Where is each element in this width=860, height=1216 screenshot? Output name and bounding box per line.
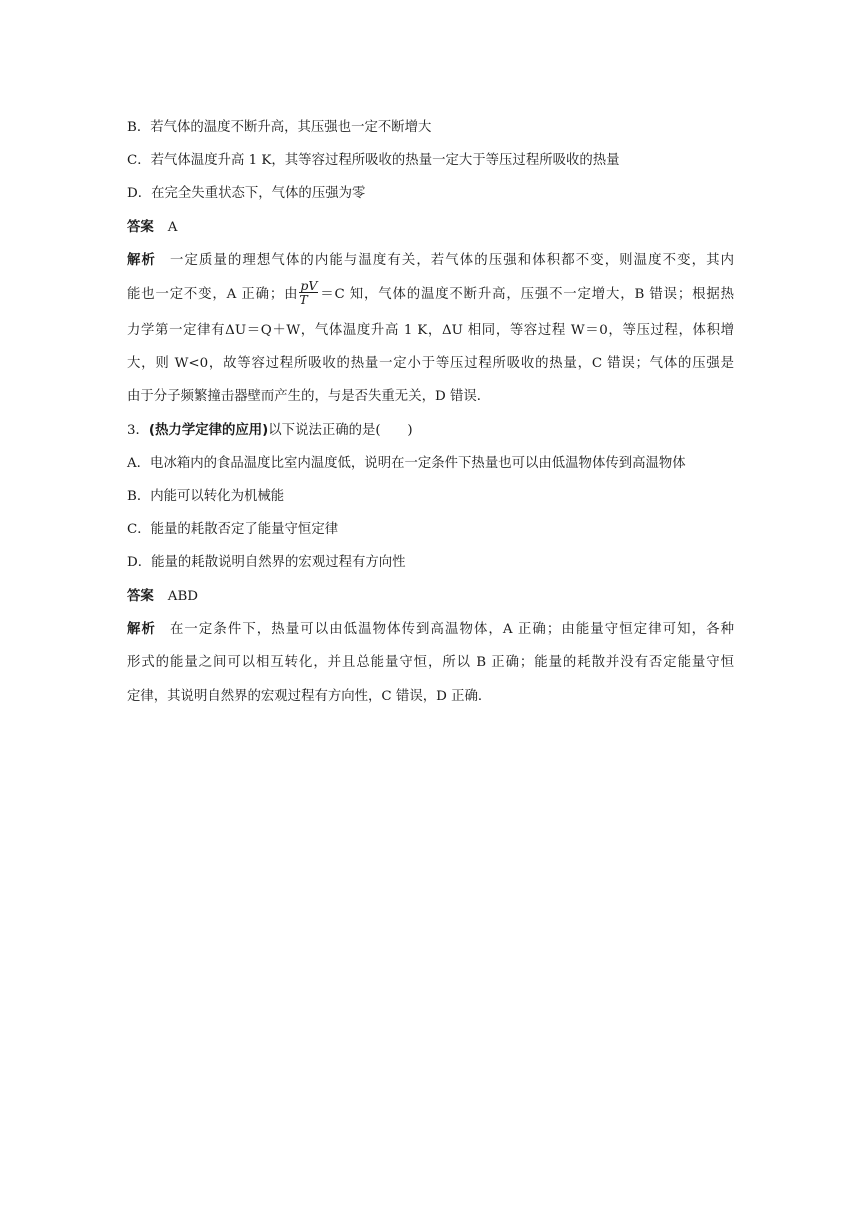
q3-answer: ABD	[167, 589, 199, 604]
q3-option-b: B．内能可以转化为机械能	[127, 489, 285, 504]
q2-analysis-text-2a: 能也一定不变，A 正确；由	[127, 287, 299, 302]
q3-stem: 以下说法正确的是( )	[268, 423, 413, 438]
q2-answer-label: 答案	[127, 220, 154, 235]
q3-number: 3．	[127, 423, 149, 438]
q3-analysis-line-3: 定律，其说明自然界的宏观过程有方向性，C 错误，D 正确．	[127, 689, 492, 704]
q2-analysis-line-3: 力学第一定律有ΔU＝Q＋W，气体温度升高 1 K，ΔU 相同，等容过程 W＝0，等压过程，体积增	[127, 323, 734, 338]
q3-analysis-text-1: 在一定条件下，热量可以由低温物体传到高温物体，A 正确；由能量守恒定律可知，各种	[169, 622, 734, 637]
q3-option-c: C．能量的耗散否定了能量守恒定律	[127, 522, 339, 537]
q2-option-d: D．在完全失重状态下，气体的压强为零	[127, 186, 366, 201]
q2-option-c: C．若气体温度升高 1 K，其等容过程所吸收的热量一定大于等压过程所吸收的热量	[127, 153, 620, 168]
q2-analysis-text-2b: ＝C 知，气体的温度不断升高，压强不一定增大，B 错误；根据热	[319, 287, 734, 302]
q2-option-b: B．若气体的温度不断升高，其压强也一定不断增大	[127, 120, 432, 135]
q2-answer: A	[167, 220, 178, 235]
q2-analysis-text-1: 一定质量的理想气体的内能与温度有关，若气体的压强和体积都不变，则温度不变，其内	[169, 253, 735, 268]
fraction-numerator: pV	[300, 278, 318, 293]
q3-analysis-label: 解析	[127, 622, 156, 637]
q2-analysis-line-5: 由于分子频繁撞击器壁而产生的，与是否失重无关，D 错误．	[127, 389, 491, 404]
q2-analysis-line-2	[127, 278, 734, 308]
q3-answer-line	[127, 588, 198, 606]
q2-analysis-line-4: 大，则 W<0，故等容过程所吸收的热量一定小于等压过程所吸收的热量，C 错误；气体的压强是	[127, 356, 734, 371]
q3-stem-line	[127, 422, 413, 440]
q2-analysis-line-1	[127, 252, 734, 270]
q2-analysis-label: 解析	[127, 253, 156, 268]
q3-analysis-line-2: 形式的能量之间可以相互转化，并且总能量守恒，所以 B 正确；能量的耗散并没有否定能量守恒	[127, 655, 734, 670]
fraction-denominator: T	[299, 292, 308, 307]
q3-answer-label: 答案	[127, 589, 154, 604]
q3-topic: (热力学定律的应用)	[148, 423, 269, 438]
q2-answer-line	[127, 219, 177, 237]
pv-over-t-fraction	[299, 279, 318, 306]
q3-option-a: A．电冰箱内的食品温度比室内温度低，说明在一定条件下热量也可以由低温物体传到高温物体	[127, 456, 686, 471]
q3-option-d: D．能量的耗散说明自然界的宏观过程有方向性	[127, 555, 406, 570]
q3-analysis-line-1	[127, 621, 734, 639]
